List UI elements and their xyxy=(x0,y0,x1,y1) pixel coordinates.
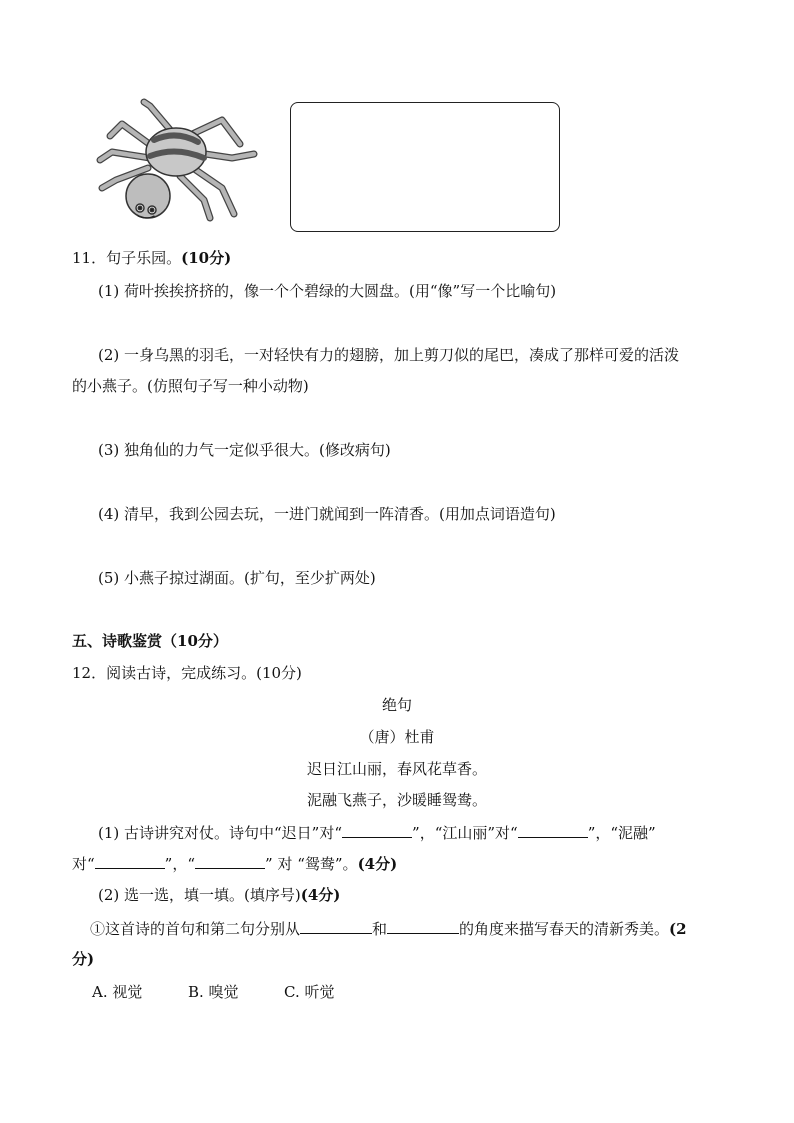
option-b: B. 嗅觉 xyxy=(188,983,239,1001)
q11-score: (10分) xyxy=(181,249,232,267)
q12-part1-line1 xyxy=(98,822,656,843)
q12-part2-score: (4分) xyxy=(300,886,341,904)
q12-part1-line2 xyxy=(72,853,397,874)
q12-intro: 12．阅读古诗，完成练习。(10分) xyxy=(72,664,302,682)
answer-blank-4[interactable] xyxy=(195,853,265,869)
q11-heading xyxy=(72,248,231,268)
q12-part2-title: (2) 选一选，填一填。(填序号) xyxy=(98,886,301,904)
q12-part2-sub-text-a: ①这首诗的首句和第二句分别从 xyxy=(90,920,301,938)
q12-part2-title-line xyxy=(98,885,340,905)
option-c: C. 听觉 xyxy=(284,983,335,1001)
q11-item-2-cont: 的小燕子。(仿照句子写一种小动物) xyxy=(72,377,309,395)
answer-blank-2[interactable] xyxy=(518,822,588,838)
q11-item-5: (5) 小燕子掠过湖面。(扩句，至少扩两处) xyxy=(98,569,376,587)
poem-line-2: 泥融飞燕子，沙暖睡鸳鸯。 xyxy=(306,791,487,809)
q11-title: 11．句子乐园。 xyxy=(72,249,182,267)
spider-illustration xyxy=(92,96,260,222)
q12-part1-text-f: ” 对 “鸳鸯”。 xyxy=(265,855,358,873)
q12-part1-text-e: ”，“ xyxy=(164,855,196,873)
q12-part1-text-a: (1) 古诗讲究对仗。诗句中“迟日”对“ xyxy=(98,824,343,842)
option-a: A. 视觉 xyxy=(92,983,143,1001)
q12-part1-score: (4分) xyxy=(357,855,398,873)
q11-item-2: (2) 一身乌黑的羽毛，一对轻快有力的翅膀，加上剪刀似的尾巴，凑成了那样可爱的活泼 xyxy=(98,346,680,364)
poem-line-1: 迟日江山丽，春风花草香。 xyxy=(306,760,487,778)
q12-part1-text-b: ”，“江山丽”对“ xyxy=(412,824,518,842)
answer-blank-5[interactable] xyxy=(300,918,372,934)
q11-item-4: (4) 清早，我到公园去玩，一进门就闻到一阵清香。(用加点词语造句) xyxy=(98,505,556,523)
q12-part2-sub-text-b: 和 xyxy=(372,920,388,938)
q12-part2-sub-score-cont: 分) xyxy=(72,950,95,968)
section-5-title: 五、诗歌鉴赏（10分） xyxy=(72,632,228,650)
answer-blank-3[interactable] xyxy=(95,853,165,869)
q12-part2-sub-text-c: 的角度来描写春天的清新秀美。 xyxy=(459,920,670,938)
poem-title: 绝句 xyxy=(381,696,412,714)
q12-part2-sub-line1 xyxy=(90,918,687,939)
answer-blank-6[interactable] xyxy=(387,918,459,934)
q11-item-3: (3) 独角仙的力气一定似乎很大。(修改病句) xyxy=(98,441,391,459)
drawing-answer-box[interactable] xyxy=(290,102,560,232)
q12-part1-text-d: 对“ xyxy=(72,855,95,873)
q11-item-1: (1) 荷叶挨挨挤挤的，像一个个碧绿的大圆盘。(用“像”写一个比喻句) xyxy=(98,282,557,300)
q12-part2-sub-score: (2 xyxy=(669,920,687,938)
answer-blank-1[interactable] xyxy=(342,822,412,838)
q12-part1-text-c: ”，“泥融” xyxy=(587,824,656,842)
poem-author: （唐）杜甫 xyxy=(359,728,435,746)
